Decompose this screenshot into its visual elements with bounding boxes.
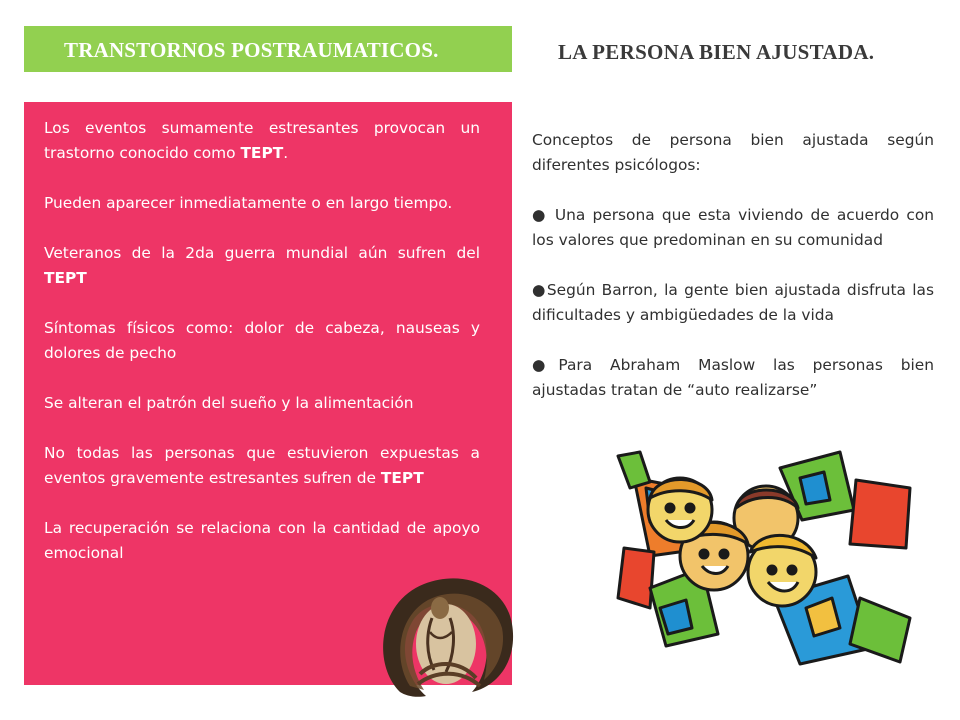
ptsd-paragraph-7: La recuperación se relaciona con la cantidad de apoyo emocional xyxy=(44,519,480,562)
adjusted-paragraph-2: ● Una persona que esta viviendo de acuerdo con los valores que predominan en su comunidad xyxy=(532,206,934,249)
adjusted-paragraph-3: ●Según Barron, la gente bien ajustada disfruta las dificultades y ambigüedades de la vida xyxy=(532,281,934,324)
distressed-figure-illustration xyxy=(380,574,520,702)
ptsd-paragraph-1: Los eventos sumamente estresantes provocan un trastorno conocido como TEPT. xyxy=(44,119,480,162)
ptsd-paragraph-6: No todas las personas que estuvieron expuestas a eventos gravemente estresantes sufren de TEPT xyxy=(44,444,480,487)
left-title: TRANSTORNOS POSTRAUMATICOS. xyxy=(64,38,439,62)
ptsd-paragraph-3: Veteranos de la 2da guerra mundial aún sufren del TEPT xyxy=(44,244,480,287)
ptsd-text xyxy=(44,116,480,591)
ptsd-paragraph-5: Se alteran el patrón del sueño y la alimentación xyxy=(44,394,414,412)
children-circle-illustration xyxy=(610,448,930,670)
adjusted-person-text xyxy=(532,128,934,428)
right-title: LA PERSONA BIEN AJUSTADA. xyxy=(558,40,875,64)
adjusted-paragraph-1: Conceptos de persona bien ajustada según diferentes psicólogos: xyxy=(532,131,934,174)
ptsd-paragraph-4: Síntomas físicos como: dolor de cabeza, nauseas y dolores de pecho xyxy=(44,319,480,362)
adjusted-paragraph-4: ●Para Abraham Maslow las personas bien ajustadas tratan de “auto realizarse” xyxy=(532,356,934,399)
ptsd-paragraph-2: Pueden aparecer inmediatamente o en largo tiempo. xyxy=(44,194,453,212)
